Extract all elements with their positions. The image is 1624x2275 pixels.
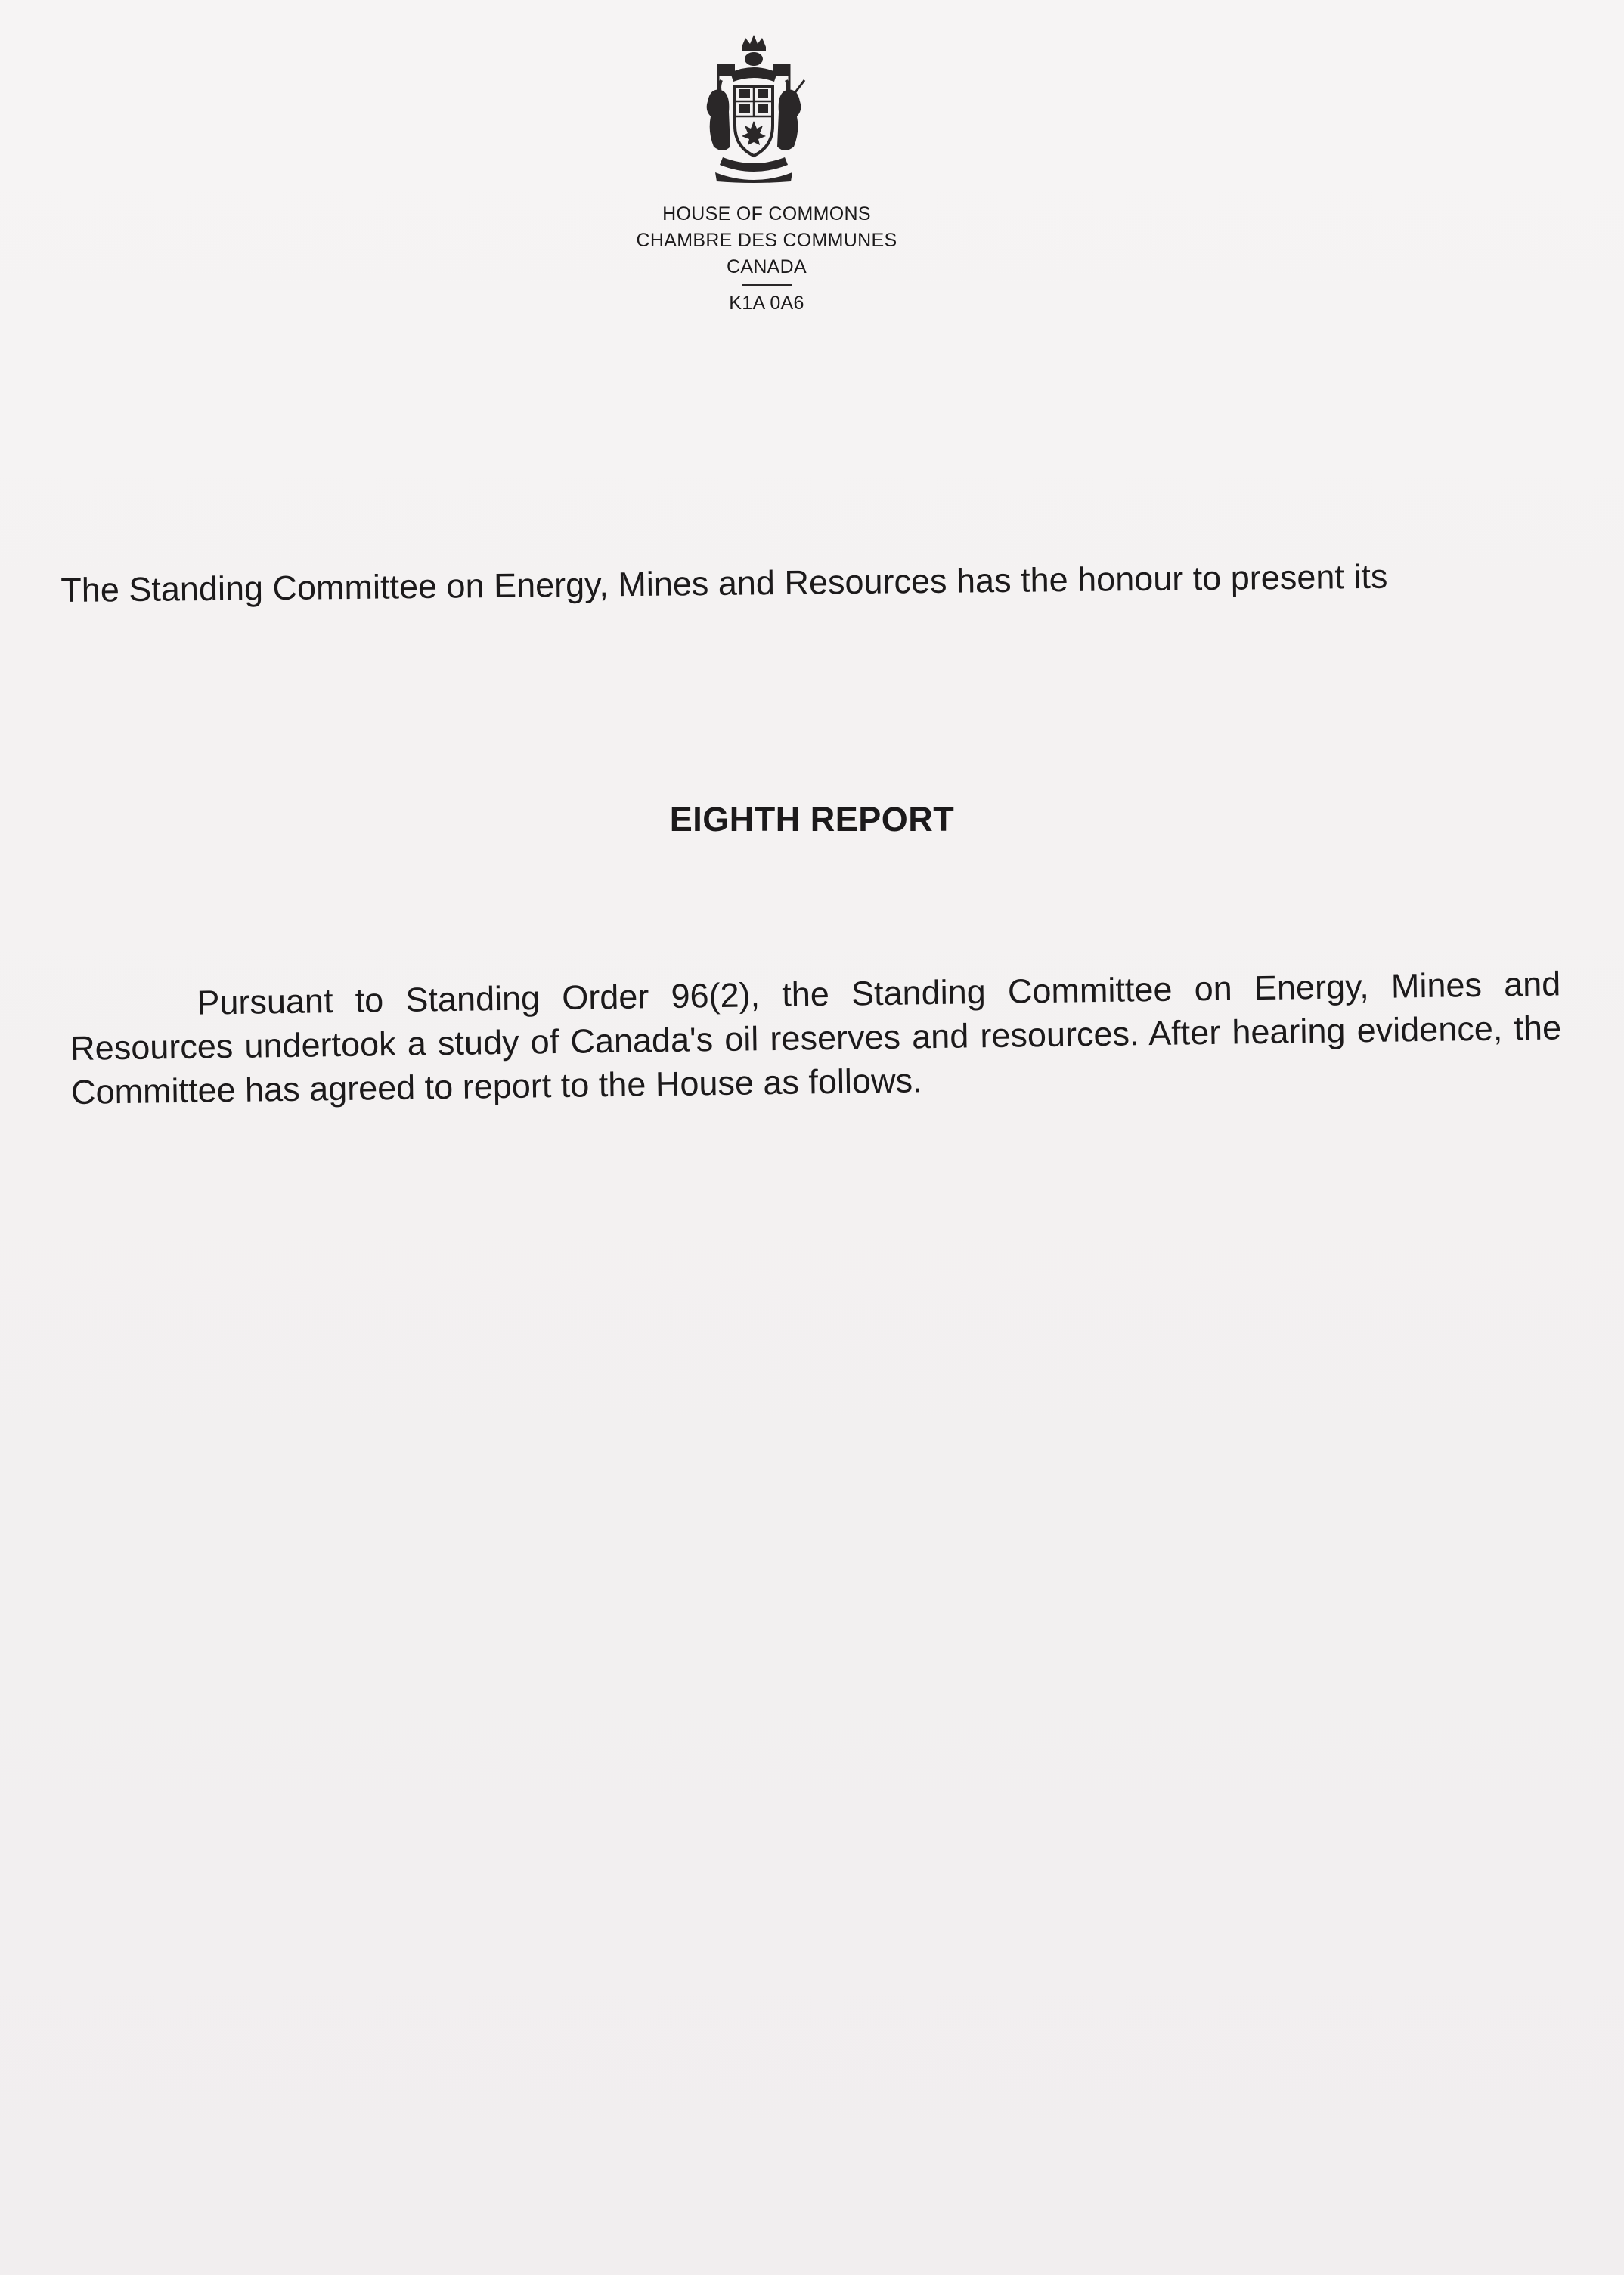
letterhead-canada: CANADA <box>727 256 807 277</box>
report-title: EIGHTH REPORT <box>669 800 955 838</box>
letterhead <box>585 201 948 317</box>
body-paragraph: Pursuant to Standing Order 96(2), the Standing Committee on Energy, Mines and Resources undertook a study of Canada's oil reserves and resources. After hearing evidence, the Committee has agreed to report to the House as follows. <box>70 964 1562 1111</box>
letterhead-divider <box>742 284 792 286</box>
intro-paragraph: The Standing Committee on Energy, Mines and Resources has the honour to present its <box>60 556 1388 609</box>
letterhead-house-of-commons: HOUSE OF COMMONS <box>662 203 871 225</box>
letterhead-chambre-des-communes: CHAMBRE DES COMMUNES <box>636 230 897 251</box>
letterhead-postal-code: K1A 0A6 <box>729 293 804 314</box>
coat-of-arms-icon <box>700 33 807 184</box>
